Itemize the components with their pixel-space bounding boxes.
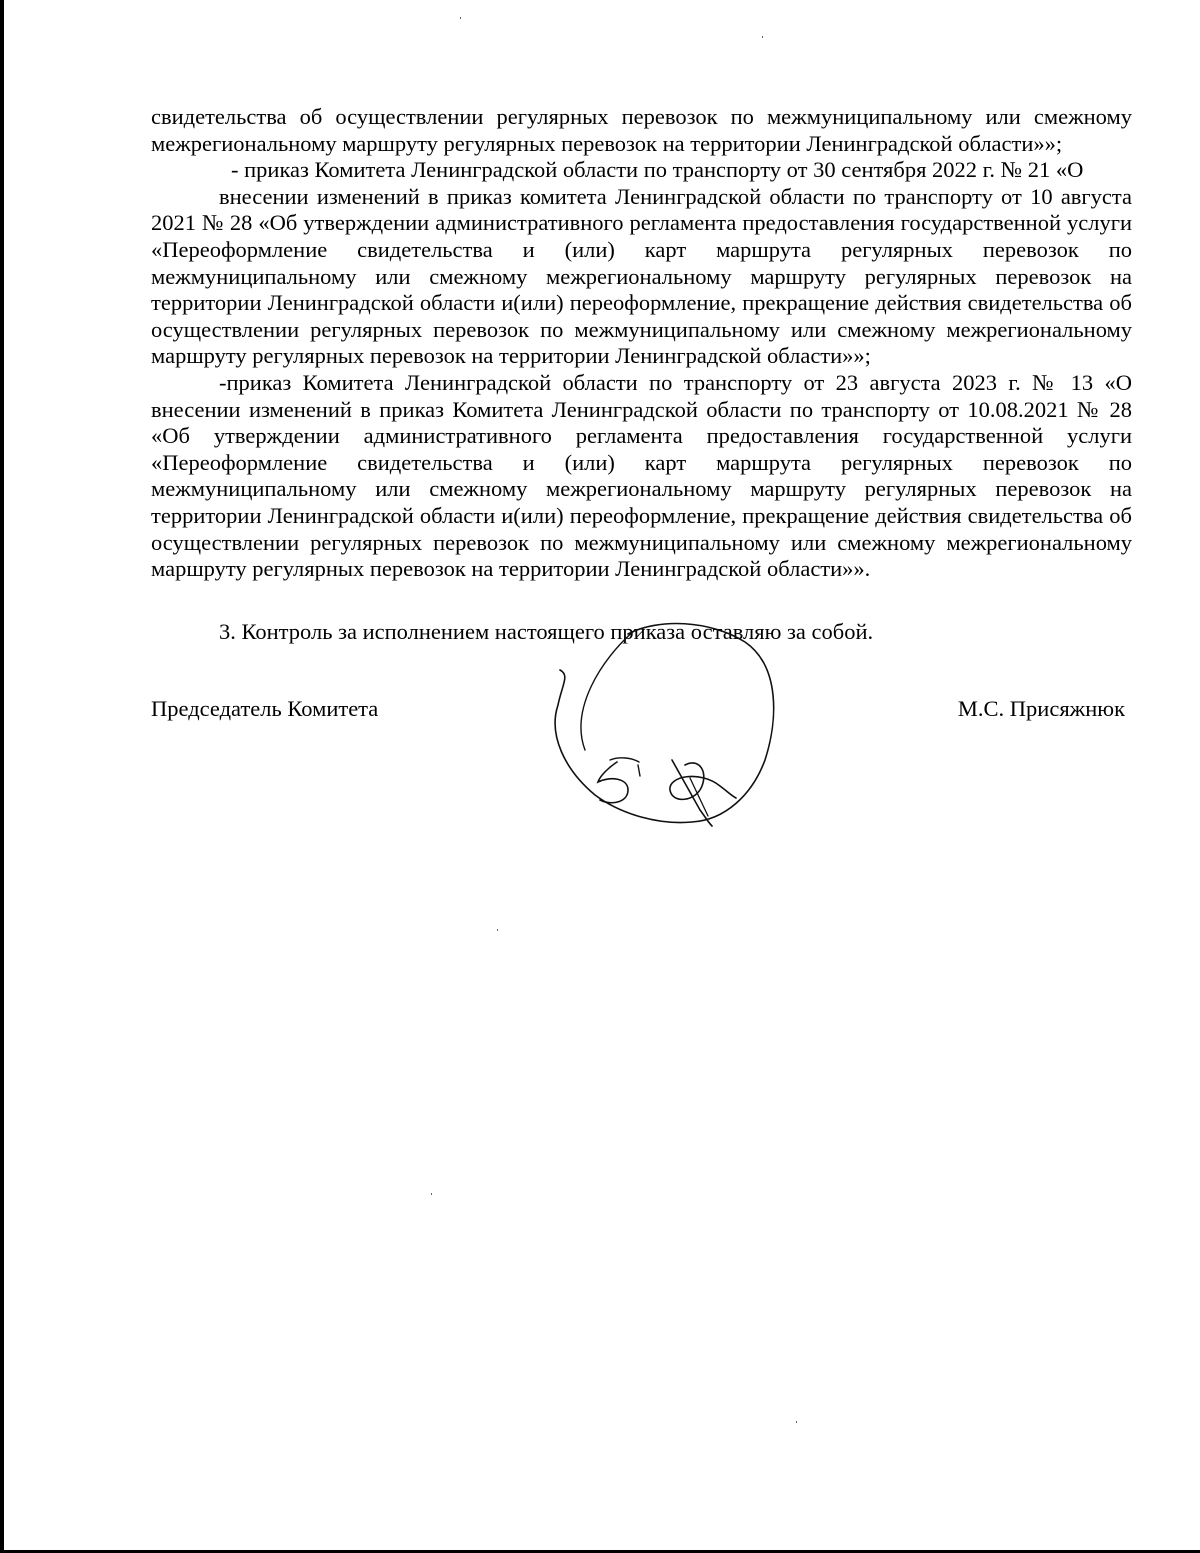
document-body	[151, 104, 1132, 583]
order-2023-paragraph: -приказ Комитета Ленинградской области по транспорту от 23 августа 2023 г. № 13 «О внесении изменений в приказ Комитета Ленинградской области по транспорту от 10.08.2021 № 28 «Об утверждении административного регламента предоставления государственной услуги «Переоформление свидетельства и (или) карт маршрута регулярных перевозок по межмуниципальному или смежному межрегиональному маршруту регулярных перевозок на территории Ленинградской области и(или) переоформление, прекращение действия свидетельства об осуществлении регулярных перевозок по межмуниципальному или смежному межрегиональному маршруту регулярных перевозок на территории Ленинградской области»».	[151, 369, 1132, 582]
handwritten-signature-icon	[540, 610, 790, 830]
signatory-position: Председатель Комитета	[151, 696, 379, 721]
scan-artifact-dot	[762, 36, 763, 38]
signatory-name: М.С. Присяжнюк	[957, 696, 1125, 721]
control-clause: 3. Контроль за исполнением настоящего приказа оставляю за собой.	[219, 619, 874, 644]
continuation-paragraph: свидетельства об осуществлении регулярных перевозок по межмуниципальному или смежному межрегиональному маршруту регулярных перевозок на территории Ленинградской области»»;	[151, 104, 1132, 156]
scan-left-edge	[0, 0, 4, 1553]
scan-artifact-dot	[497, 929, 498, 931]
scan-artifact-dot	[460, 17, 461, 19]
order-2022-body-paragraph: внесении изменений в приказ комитета Ленинградской области по транспорту от 10 августа 2021 № 28 «Об утверждении административного регламента предоставления государственной услуги «Переоформление свидетельства и (или) карт маршрута регулярных перевозок по межмуниципальному или смежному межрегиональному маршруту регулярных перевозок на территории Ленинградской области и(или) переоформление, прекращение действия свидетельства об осуществлении регулярных перевозок по межмуниципальному или смежному межрегиональному маршруту регулярных перевозок на территории Ленинградской области»»;	[151, 183, 1132, 369]
scan-artifact-dot	[431, 1193, 432, 1195]
order-2022-header-paragraph: - приказ Комитета Ленинградской области по транспорту от 30 сентября 2022 г. № 21 «О	[231, 157, 1084, 183]
scan-artifact-dot	[796, 1421, 797, 1423]
